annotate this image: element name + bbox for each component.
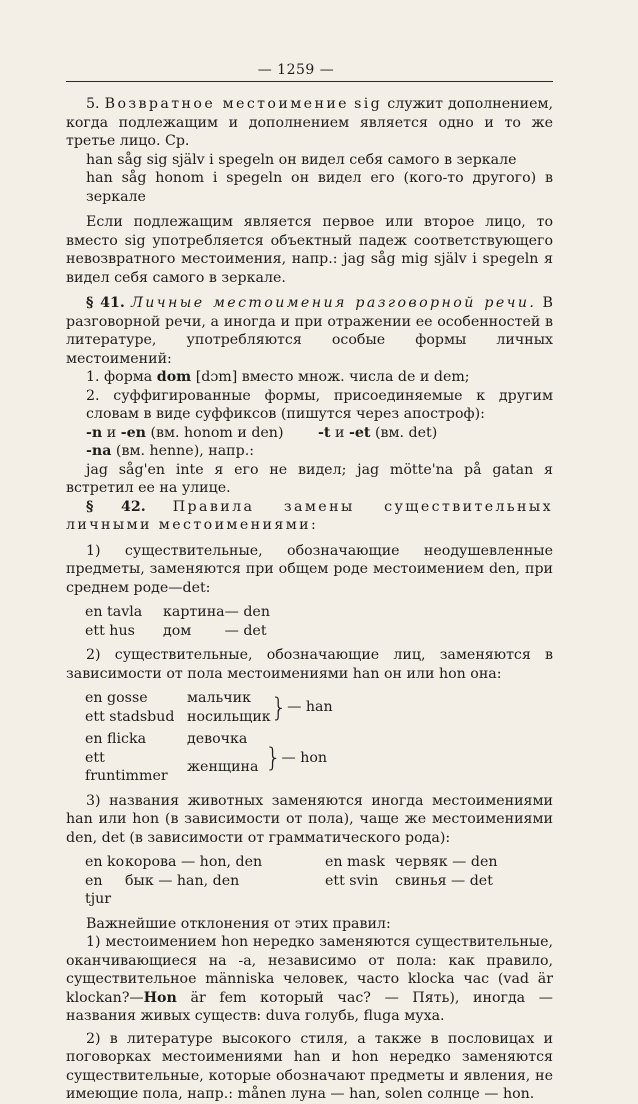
example-swedish: en tavla: [85, 604, 143, 620]
example-swedish: en ko: [85, 854, 125, 870]
suffix-note-1: (вм. honom и den): [150, 424, 284, 441]
sec5-example-1: han såg sig själv i spegeln он видел себя самого в зеркале: [86, 151, 517, 168]
brace: }: [265, 742, 282, 773]
sec42-rule-1: 1) существительные, обозначающие неодушевленные предметы, заменяются при общем роде местоимением den, при среднем роде—det:: [66, 542, 553, 596]
suffix-note-3: (вм. henne), напр.:: [115, 443, 255, 459]
brace: }: [270, 692, 288, 723]
suffix-note-2: (вм. det): [374, 424, 438, 441]
example-pronoun: — han: [287, 699, 333, 716]
sec41-suffix-line-2: [66, 442, 553, 461]
sec41-item-1-bold: dom: [156, 369, 192, 385]
example-russian: девочка: [187, 731, 248, 747]
exception-1-bold: Hon: [143, 989, 177, 1006]
sec42-num: § 42.: [86, 498, 146, 515]
sec41-item-1-pre: 1. форма: [86, 369, 153, 385]
sec5-num: 5.: [86, 96, 100, 112]
sec5-example-2: han såg honom i spegeln он видел его (кого-то другого) в зеркале: [86, 170, 553, 205]
sec42-heading: [66, 498, 553, 535]
sec41-suffix-line-1: [66, 424, 553, 443]
sec42-rule-2-group-1: [85, 689, 333, 726]
example-russian: носильщик: [187, 708, 271, 725]
example-rest: червяк — den: [395, 854, 498, 870]
example-rest: корова — hon, den: [125, 854, 263, 870]
sec42-rule-2-group-2: [85, 730, 327, 786]
example-swedish: ett fruntimmer: [85, 749, 168, 784]
page-body: [66, 95, 553, 1104]
example-pronoun: — hon: [281, 749, 328, 766]
example-russian: картина: [163, 604, 225, 620]
sec42-rule-3-examples: [85, 853, 553, 909]
sec41-item-1-post: [dɔm] вместо множ. числа de и dem;: [195, 369, 470, 385]
example-swedish: en gosse: [85, 690, 148, 706]
sec41-title: Личные местоимения разговорной речи.: [131, 295, 537, 311]
sec42-rule-1-examples: [85, 603, 270, 640]
sec41-num: § 41.: [86, 295, 125, 311]
exception-1-pre: 1) местоимением hon нередко заменяются существительные, оканчивающиеся на -а, независимо от пола: как правило, существительное människa человек, часто klocka час (vad är klockan?—: [66, 934, 553, 1006]
sec41-suffix-n: [86, 424, 318, 443]
sec41-item-1: [66, 368, 553, 387]
example-row: [85, 622, 270, 641]
sec42-rule-2: 2) существительные, обозначающие лиц, заменяются в зависимости от пола местоимениями han он или hon она:: [66, 647, 553, 682]
page-number: — 1259 —: [257, 62, 335, 78]
suffix-t: -t: [318, 424, 331, 441]
sec5-sig: sig: [354, 96, 383, 112]
sec5-rest: служит дополнением, когда подлежащим и дополнением является одно и то же третье лицо. Ср.: [66, 96, 554, 149]
sec41-intro: В разговорной речи, а иногда и при отражении ее особенностей в литературе, употребляются особые формы личных местоимений:: [66, 295, 553, 367]
exception-1-post: är fem который час? — Пять), иногда — названия живых существ: duva голубь, fluga муха.: [66, 989, 553, 1024]
suffix-n: -n: [86, 424, 103, 441]
sec41-suffix-t: [318, 424, 437, 443]
sec5-title: Возвратное местоимение: [104, 96, 349, 112]
example-swedish: ett svin: [325, 872, 379, 889]
suffix-and-2: и: [334, 424, 345, 441]
suffix-et: -et: [348, 424, 371, 441]
exception-2: 2) в литературе высокого стиля, а также в пословицах и поговорках местоимениями han и hon нередко заменяются существительные, которые обозначают предметы и явления, не имеющие пола, напр.: månen луна — han, solen солнце — hon.: [66, 1030, 553, 1102]
sec42-title: Правила замены существительных личными местоимениями:: [66, 498, 554, 533]
example-rest: бык — han, den: [125, 872, 240, 889]
sec41-heading: [66, 294, 553, 368]
example-row: [85, 689, 333, 708]
suffix-en: -en: [120, 424, 146, 441]
suffix-na: -na: [86, 443, 112, 459]
example-swedish: en flicka: [85, 731, 147, 747]
example-rest: свинья — det: [395, 872, 493, 889]
example-russian: дом: [163, 622, 192, 639]
example-swedish: ett hus: [85, 622, 135, 639]
sec41-item-2: 2. суффигированные формы, присоединяемые к другим словам в виде суффиксов (пишутся через апостроф):: [86, 387, 553, 422]
exceptions-title: Важнейшие отклонения от этих правил:: [86, 915, 391, 932]
exception-1: [66, 933, 553, 1026]
example-row: [85, 730, 327, 749]
sec42-rule-3: 3) названия животных заменяются иногда местоимениями han или hon (в зависимости от пола), чаще же местоимениями den, det (в зависимости от грамматического рода):: [66, 792, 553, 846]
example-russian: женщина: [187, 758, 259, 775]
sec5-paragraph: [66, 95, 553, 151]
example-pronoun: — den: [224, 604, 270, 620]
suffix-and-1: и: [106, 424, 117, 441]
header-rule: [66, 81, 553, 82]
example-pronoun: — det: [224, 622, 267, 639]
example-russian: мальчик: [187, 690, 251, 706]
example-row: [85, 603, 270, 622]
sec41-example: jag såg'en inte я его не видел; jag mötte'na på gatan я встретил ее на улице.: [66, 461, 553, 496]
example-swedish: en mask: [325, 854, 385, 870]
sec5-note: Если подлежащим является первое или второе лицо, то вместо sig употребляется объектный падеж соответствующего невозвратного местоимения, напр.: jag såg mig själv i spegeln я видел себя самого в зеркале.: [66, 214, 553, 286]
example-swedish: ett stadsbud: [85, 708, 175, 725]
example-swedish: en tjur: [85, 872, 112, 907]
